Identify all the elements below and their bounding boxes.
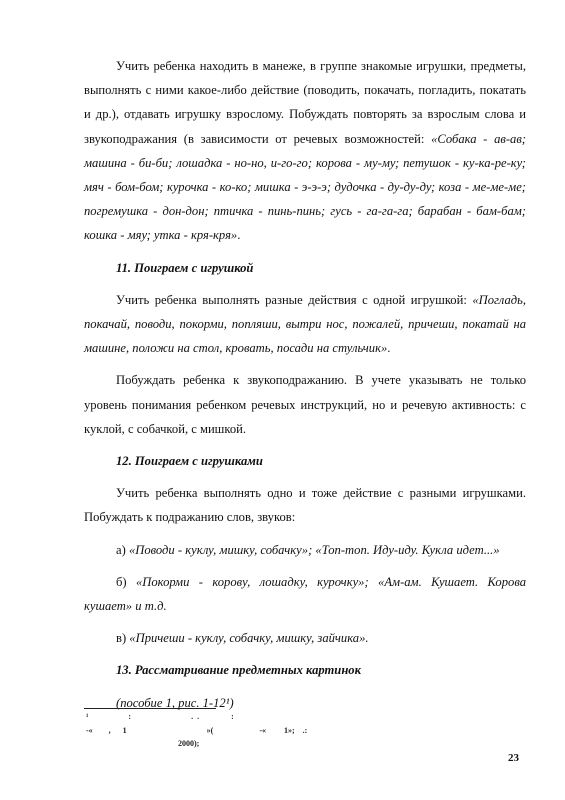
paragraph-2-text: Учить ребенка выполнять разные действия с одной игрушкой: <box>116 292 473 307</box>
paragraph-2 <box>84 288 526 361</box>
paragraph-2-end: . <box>387 341 391 356</box>
page-body <box>84 54 526 715</box>
section-heading-13: 13. Рассматривание предметных картинок <box>116 663 361 678</box>
paragraph-2-italic-text: «Погладь, покачай, поводи, покорми, попляши, вытри нос, пожалей, причеши, покатай на машине, положи на стол, кровать, посади на стульчик» <box>84 292 526 356</box>
paragraph-1-end: . <box>237 228 241 243</box>
list-item-b-text: «Покорми - корову, лошадку, курочку»; «Ам-ам. Кушает. Корова кушает» и т.д. <box>84 574 526 614</box>
section-heading-13-subtitle: (пособие 1, рис. 1-12¹) <box>116 695 234 710</box>
footnote-line-1: ¹ : . . : <box>86 712 234 721</box>
section-heading-11: 11. Поиграем с игрушкой <box>116 260 254 275</box>
footnote-separator <box>84 708 216 709</box>
section-heading-12: 12. Поиграем с игрушками <box>116 454 263 469</box>
list-item-b <box>84 570 526 618</box>
paragraph-3: Побуждать ребенка к звукоподражанию. В учете указывать не только уровень понимания ребенком речевых инструкций, но и речевую активность: с куклой, с собачкой, с мишкой. <box>84 373 526 436</box>
list-item-a-marker: а) <box>116 542 129 557</box>
paragraph-4: Учить ребенка выполнять одно и тоже действие с разными игрушками. Побуждать к подражанию слов, звуков: <box>84 486 526 525</box>
list-item-c <box>84 626 526 650</box>
list-item-c-marker: в) <box>116 631 130 646</box>
list-item-c-text: «Причеши - куклу, собачку, мишку, зайчика». <box>129 631 369 646</box>
list-item-a-text: «Поводи - куклу, мишку, собачку»; «Топ-топ. Иду-иду. Кукла идет...» <box>128 542 500 557</box>
paragraph-1 <box>84 54 526 248</box>
paragraph-1-text: Учить ребенка находить в манеже, в группе знакомые игрушки, предметы, выполнять с ними какое-либо действие (поводить, покачать, погладить, покатать и др.), отдавать игрушку взрослому. Побуждать повторять за взрослым слова и звукоподражания (в зависимости от речевых возможностей: <box>84 59 526 146</box>
page-number: 23 <box>508 752 519 764</box>
paragraph-1-italic-text: «Собака - ав-ав; машина - би-би; лошадка - но-но, и-го-го; корова - му-му; петушок - ку-ка-ре-ку; мяч - бом-бом; курочка - ко-ко; мишка - э-э-э; дудочка - ду-ду-ду; коза - ме-ме-ме; погремушка - дон-дон; птичка - пинь-пинь; гусь - га-га-га; барабан - бам-бам; кошка - мяу; утка - кря-кря» <box>84 131 526 243</box>
footnote-line-2: -« , 1 »( -« 1»; .: <box>86 726 308 735</box>
list-item-a <box>84 538 526 562</box>
footnote-line-3: 2000); <box>178 739 200 748</box>
list-item-b-marker: б) <box>116 574 136 589</box>
